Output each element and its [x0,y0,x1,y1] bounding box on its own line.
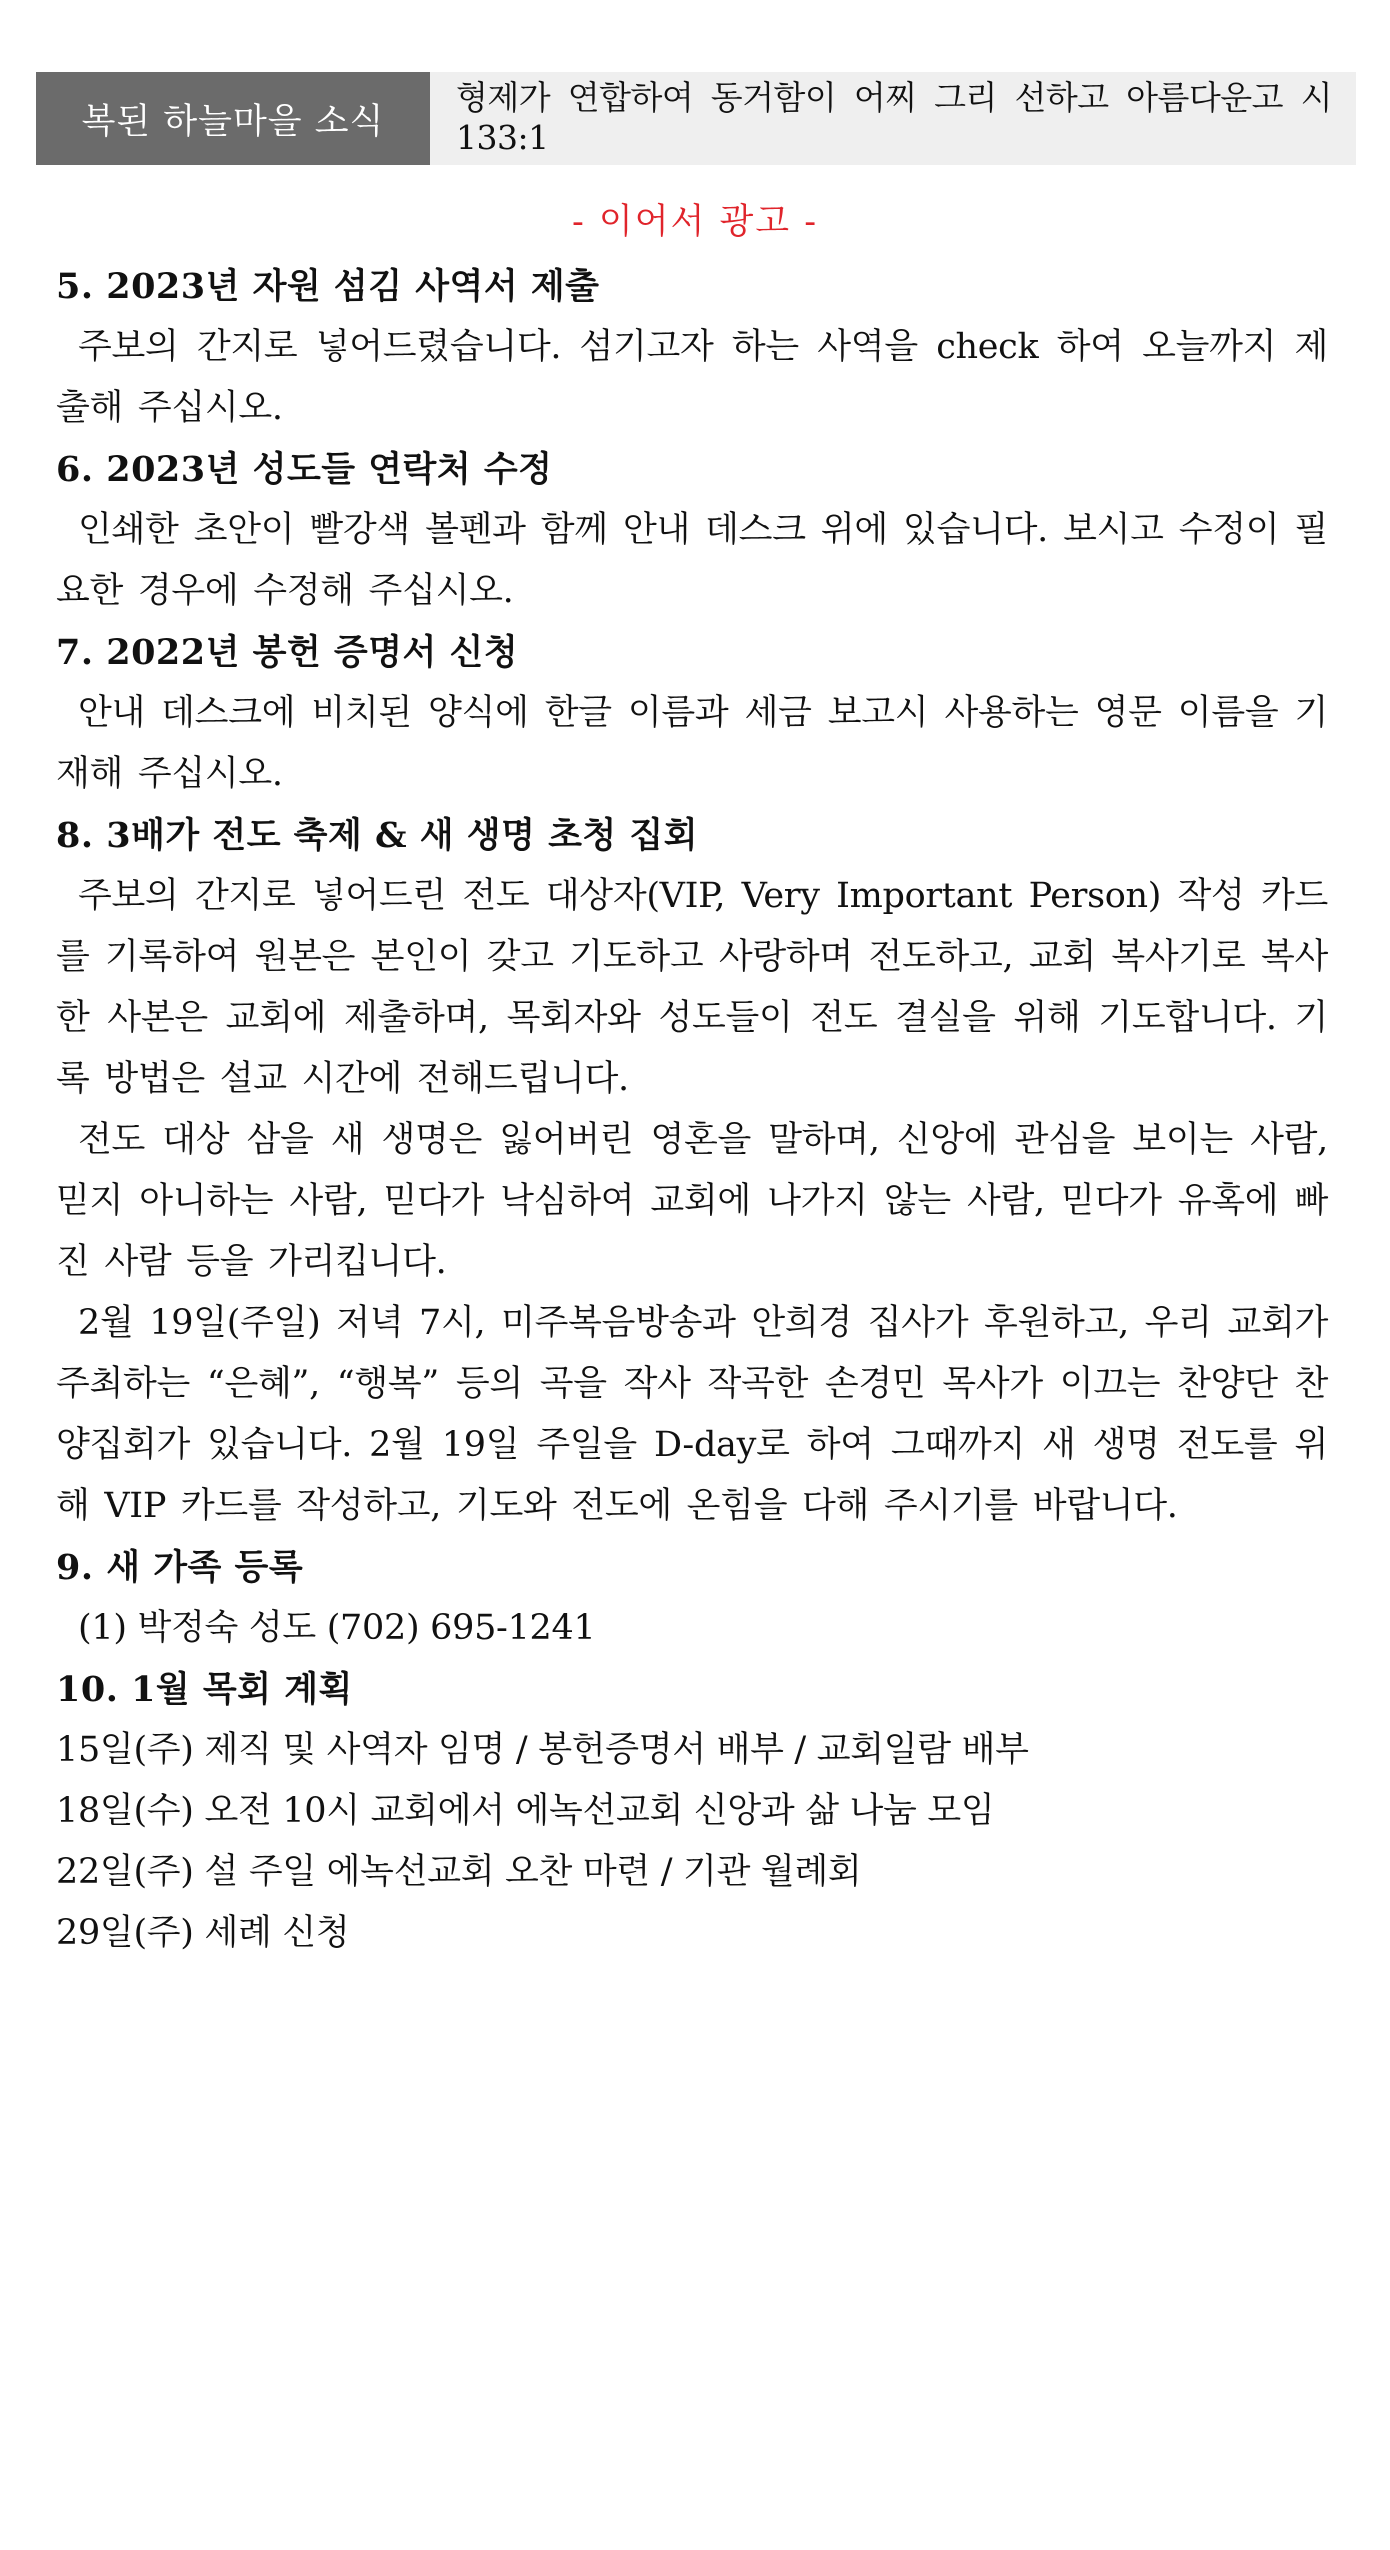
bulletin-title: 복된 하늘마을 소식 [36,72,430,165]
schedule-item: 18일(수) 오전 10시 교회에서 에녹선교회 신앙과 삶 나눔 모임 [56,1791,995,1831]
announcement-9-heading: 9. 새 가족 등록 [56,1547,304,1588]
schedule-item: 15일(주) 제직 및 사역자 임명 / 봉헌증명서 배부 / 교회일람 배부 [56,1730,1029,1770]
new-member-item: (1) 박정숙 성도 (702) 695-1241 [78,1608,596,1648]
announcement-5-body: 주보의 간지로 넣어드렸습니다. 섬기고자 하는 사역을 check 하여 오늘까지 제출해 주십시오. [56,327,1328,428]
announcement-8-paragraph-2: 전도 대상 삼을 새 생명은 잃어버린 영혼을 말하며, 신앙에 관심을 보이는 사람, 믿지 아니하는 사람, 믿다가 낙심하여 교회에 나가지 않는 사람, 믿다가 유혹에 빠진 사람 등을 가리킵니다. [56,1120,1328,1282]
announcement-8-paragraph-3: 2월 19일(주일) 저녁 7시, 미주복음방송과 안희경 집사가 후원하고, 우리 교회가 주최하는 “은혜”, “행복” 등의 곡을 작사 작곡한 손경민 목사가 이끄는 찬양단 찬양집회가 있습니다. 2월 19일 주일을 D-day로 하여 그때까지 새 생명 전도를 위해 VIP 카드를 작성하고, 기도와 전도에 온힘을 다해 주시기를 바랍니다. [56,1303,1328,1526]
announcement-5-heading: 5. 2023년 자원 섬김 사역서 제출 [56,266,600,307]
announcement-6-body: 인쇄한 초안이 빨강색 볼펜과 함께 안내 데스크 위에 있습니다. 보시고 수정이 필요한 경우에 수정해 주십시오. [56,510,1328,611]
schedule-item: 22일(주) 설 주일 에녹선교회 오찬 마련 / 기관 월례회 [56,1852,862,1892]
announcement-10-heading: 10. 1월 목회 계획 [56,1669,353,1710]
announcement-6-heading: 6. 2023년 성도들 연락처 수정 [56,449,553,490]
bulletin-header [36,72,1356,165]
announcement-7-heading: 7. 2022년 봉헌 증명서 신청 [56,632,519,673]
announcement-7-body: 안내 데스크에 비치된 양식에 한글 이름과 세금 보고시 사용하는 영문 이름을 기재해 주십시오. [56,693,1328,794]
announcement-8-paragraph-1: 주보의 간지로 넣어드린 전도 대상자(VIP, Very Important Person) 작성 카드를 기록하여 원본은 본인이 갖고 기도하고 사랑하며 전도하고, 교회 복사기로 복사한 사본은 교회에 제출하며, 목회자와 성도들이 전도 결실을 위해 기도합니다. 기록 방법은 설교 시간에 전해드립니다. [56,876,1328,1099]
header-verse: 형제가 연합하여 동거함이 어찌 그리 선하고 아름다운고 시 133:1 [456,78,1332,157]
announcements [56,256,1328,1964]
schedule-item: 29일(주) 세례 신청 [56,1913,350,1953]
announcement-8-heading: 8. 3배가 전도 축제 & 새 생명 초청 집회 [56,815,699,856]
section-subtitle: - 이어서 광고 - [571,202,819,242]
